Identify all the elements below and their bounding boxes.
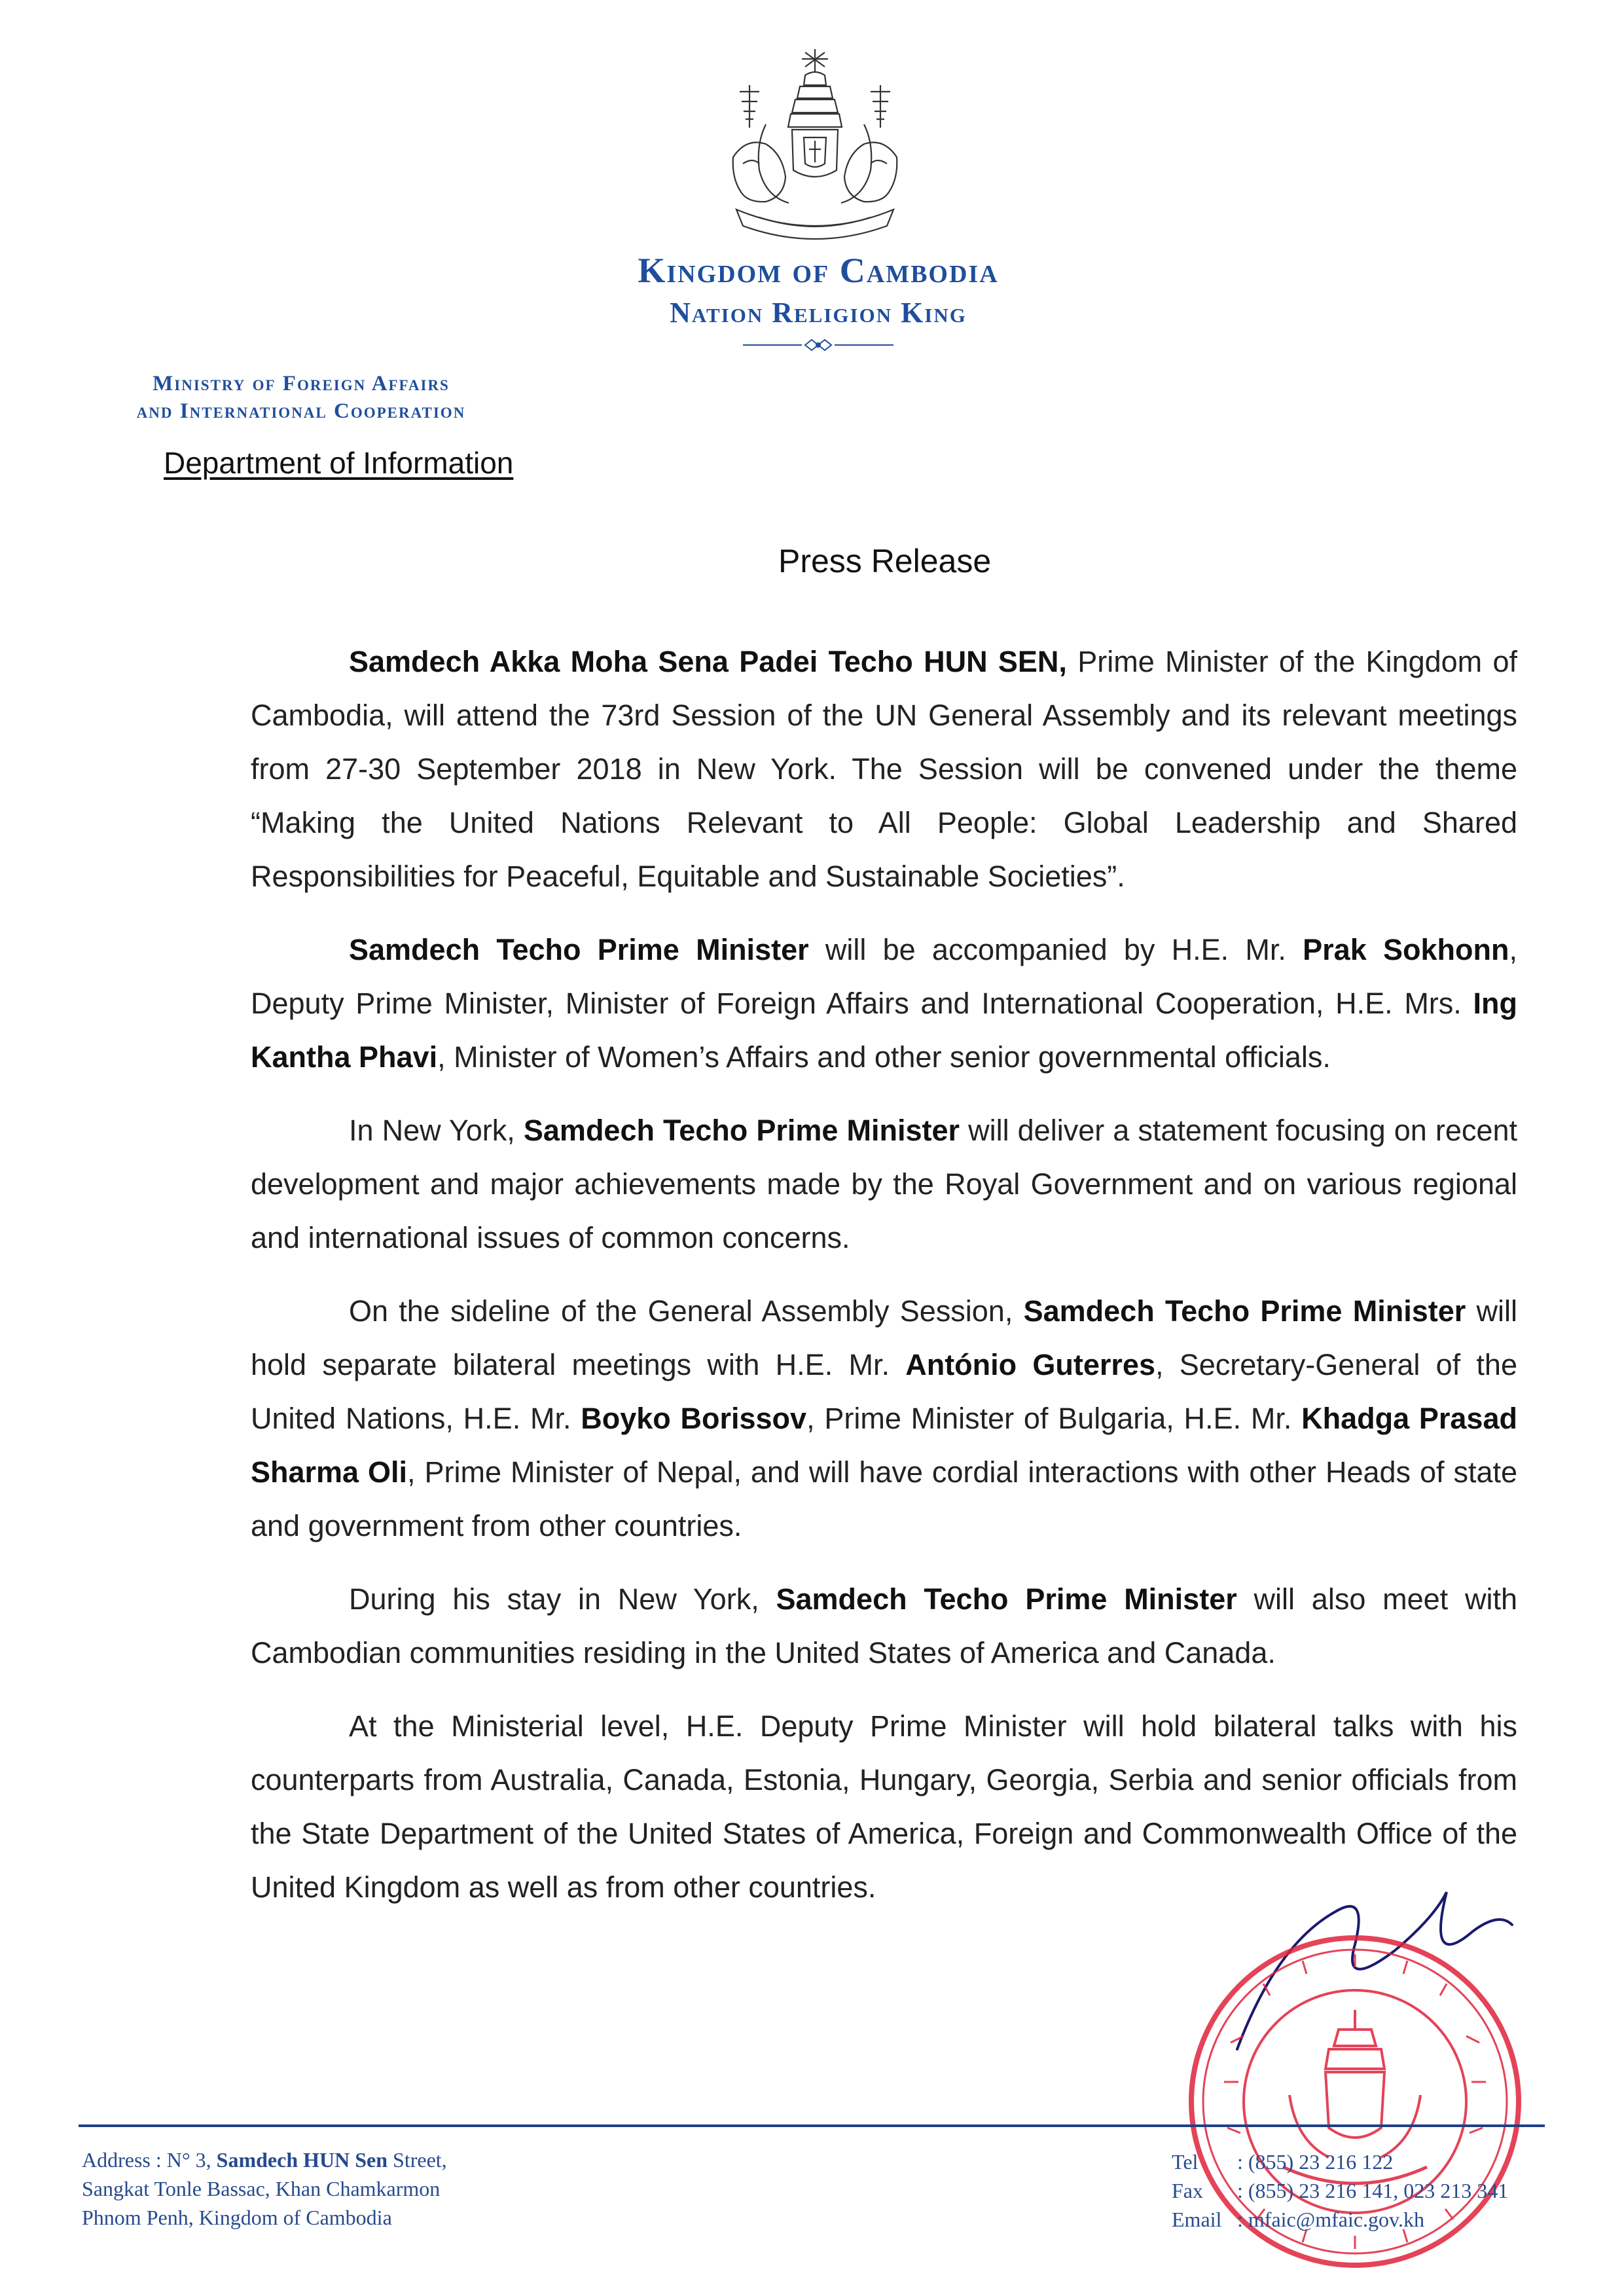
text-run: Prime Minister of the Kingdom of Cambodia, will attend the 73rd Session of the UN General Assembly and its relevant meetings from 27-30 September 2018 in New York. The Session will be convened under the theme “Making the United Nations Relevant to All People: Global Leadership and Shared Responsibilities for Peaceful, Equitable and Sustainable Societies”.	[251, 645, 1517, 893]
text-run: will hold separate bilateral meetings with H.E. Mr.	[251, 1294, 1517, 1381]
body-paragraph	[251, 1573, 1517, 1680]
department-name: Department of Information	[164, 446, 514, 480]
royal-emblem	[720, 46, 910, 249]
body-paragraph	[251, 1285, 1517, 1553]
bold-text-run: Prak Sokhonn	[1303, 933, 1509, 966]
text-run: At the Ministerial level, H.E. Deputy Prime Minister will hold bilateral talks with his counterparts from Australia, Canada, Estonia, Hungary, Georgia, Serbia and senior officials from the State Department of the United States of America, Foreign and Commonwealth Office of the United Kingdom as well as from other countries.	[251, 1709, 1517, 1904]
national-motto: Nation Religion King	[670, 297, 967, 329]
address-prefix: Address : N° 3,	[82, 2148, 217, 2172]
body-paragraph	[251, 923, 1517, 1084]
fax-row	[1172, 2176, 1508, 2205]
bold-text-run: Samdech Techo Prime Minister	[1023, 1294, 1466, 1328]
address-line2: Sangkat Tonle Bassac, Khan Chamkarmon	[82, 2177, 441, 2200]
bold-text-run: Samdech Akka Moha Sena Padei Techo HUN SEN,	[349, 645, 1067, 678]
tel-label: Tel	[1172, 2150, 1199, 2174]
email-value[interactable]: : mfaic@mfaic.gov.kh	[1237, 2208, 1424, 2231]
ornament-divider	[740, 337, 897, 354]
text-run: , Deputy Prime Minister, Minister of Foreign Affairs and International Cooperation, H.E. Mrs.	[251, 933, 1517, 1020]
address-line3: Phnom Penh, Kingdom of Cambodia	[82, 2206, 392, 2229]
press-release-body	[251, 635, 1517, 1934]
tel-value: : (855) 23 216 122	[1237, 2150, 1394, 2174]
text-run: , Prime Minister of Nepal, and will have cordial interactions with other Heads of state and government from other countries.	[251, 1455, 1517, 1542]
bold-text-run: Khadga Prasad Sharma Oli	[251, 1402, 1517, 1489]
body-paragraph	[251, 1104, 1517, 1265]
tel-row	[1172, 2147, 1508, 2176]
address-suffix: Street,	[388, 2148, 447, 2172]
text-run: will also meet with Cambodian communities residing in the United States of America and Canada.	[251, 1582, 1518, 1669]
footer-address	[82, 2145, 447, 2232]
text-run: On the sideline of the General Assembly Session,	[349, 1294, 1024, 1328]
bold-text-run: António Guterres	[905, 1348, 1155, 1381]
fax-value: : (855) 23 216 141, 023 213 341	[1237, 2179, 1509, 2202]
bold-text-run: Ing Kantha Phavi	[251, 987, 1517, 1074]
fax-label: Fax	[1172, 2179, 1203, 2202]
text-run: will deliver a statement focusing on recent development and major achievements made by the Royal Government and on various regional and international issues of common concerns.	[251, 1114, 1517, 1254]
bold-text-run: Samdech Techo Prime Minister	[349, 933, 809, 966]
address-line1	[82, 2145, 447, 2174]
kingdom-title: Kingdom of Cambodia	[638, 251, 999, 290]
text-run: , Secretary-General of the United Nations, H.E. Mr.	[251, 1348, 1517, 1435]
address-street: Samdech HUN Sen	[216, 2148, 388, 2172]
text-run: In New York,	[349, 1114, 524, 1147]
bold-text-run: Boyko Borissov	[581, 1402, 807, 1435]
footer-divider	[79, 2124, 1545, 2127]
bold-text-run: Samdech Techo Prime Minister	[776, 1582, 1237, 1616]
text-run: will be accompanied by H.E. Mr.	[808, 933, 1303, 966]
email-row	[1172, 2205, 1508, 2234]
document-title: Press Release	[778, 543, 992, 579]
footer-contact	[1172, 2147, 1508, 2234]
ministry-name-line2: and International Cooperation	[136, 399, 466, 423]
text-run: , Minister of Women’s Affairs and other senior governmental officials.	[437, 1040, 1331, 1074]
ministry-name-line1: Ministry of Foreign Affairs	[153, 372, 450, 395]
text-run: During his stay in New York,	[349, 1582, 776, 1616]
bold-text-run: Samdech Techo Prime Minister	[523, 1114, 960, 1147]
email-label: Email	[1172, 2208, 1222, 2231]
body-paragraph	[251, 635, 1517, 903]
text-run: , Prime Minister of Bulgaria, H.E. Mr.	[806, 1402, 1302, 1435]
